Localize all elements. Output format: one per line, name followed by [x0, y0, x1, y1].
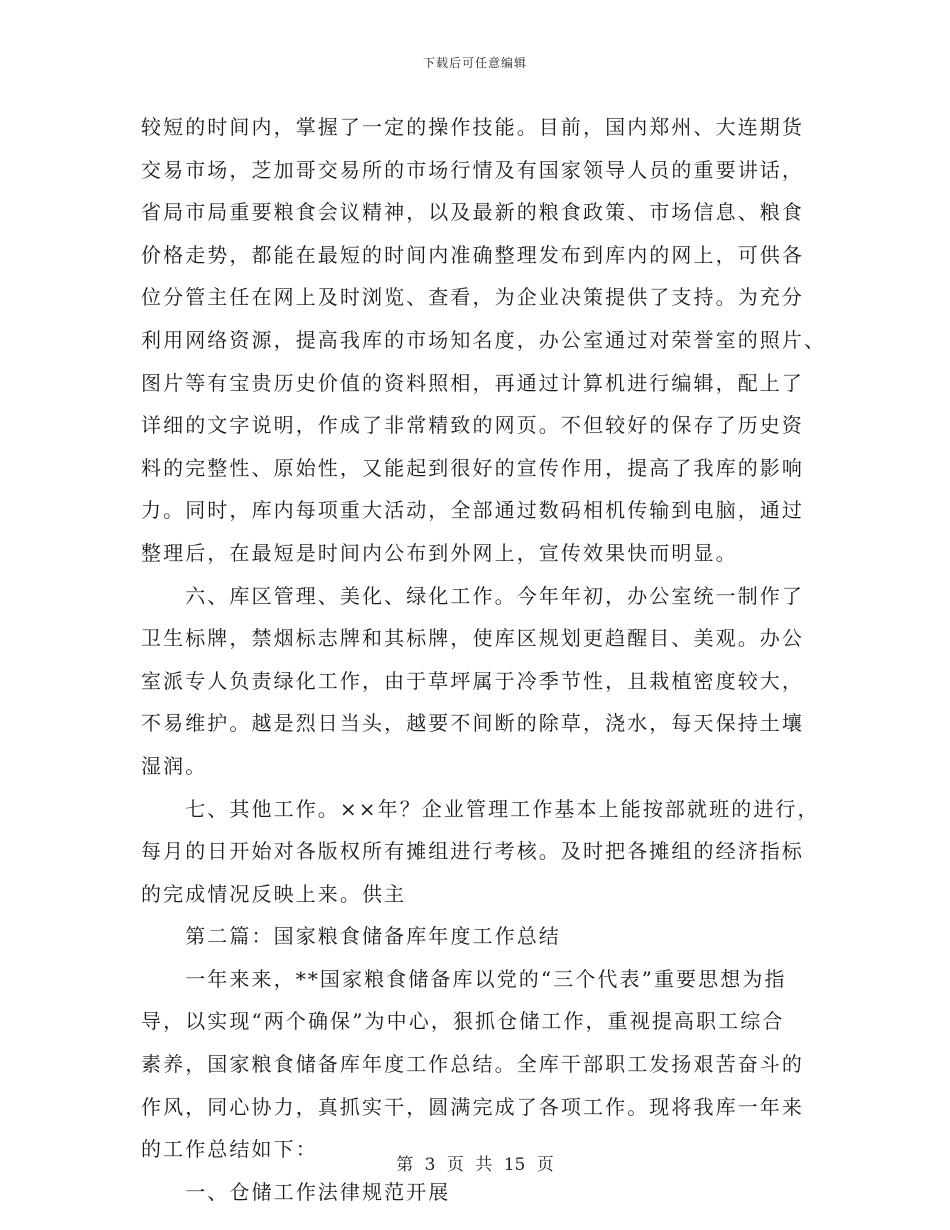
text-line: 图片等有宝贵历史价值的资料照相，再通过计算机进行编辑，配上了	[141, 370, 804, 395]
text-line: 一年来来，**国家粮食储备库以党的“三个代表”重要思想为指	[141, 966, 787, 991]
text-line: 导，以实现“两个确保”为中心，狠抓仓储工作，重视提高职工综合	[141, 1009, 785, 1034]
text-line: 省局市局重要粮食会议精神，以及最新的粮食政策、市场信息、粮食	[141, 200, 804, 225]
text-line: 详细的文字说明，作成了非常精致的网页。不但较好的保存了历史资	[141, 413, 804, 438]
text-line: 湿润。	[141, 753, 208, 778]
text-line: 素养，国家粮食储备库年度工作总结。全库干部职工发扬艰苦奋斗的	[141, 1052, 804, 1077]
page-number: 第 3 页 共 15 页	[396, 1155, 554, 1175]
text-line: 力。同时，库内每项重大活动，全部通过数码相机传输到电脑，通过	[141, 498, 804, 523]
text-line: 不易维护。越是烈日当头，越要不间断的除草，浇水，每天保持土壤	[141, 711, 804, 736]
text-line: 交易市场，芝加哥交易所的市场行情及有国家领导人员的重要讲话，	[141, 157, 804, 182]
chapter-heading: 第二篇：国家粮食储备库年度工作总结	[141, 924, 561, 949]
text-line: 卫生标牌，禁烟标志牌和其标牌，使库区规划更趋醒目、美观。办公	[141, 626, 804, 651]
text-line: 整理后，在最短是时间内公布到外网上，宣传效果快而明显。	[141, 540, 738, 565]
text-line: 的完成情况反映上来。供主	[141, 881, 407, 906]
text-line: 室派专人负责绿化工作，由于草坪属于冷季节性，且栽植密度较大，	[141, 668, 804, 693]
text-line: 利用网络资源，提高我库的市场知名度，办公室通过对荣誉室的照片、	[141, 327, 827, 352]
document-body	[141, 106, 827, 1213]
text-line: 价格走势，都能在最短的时间内准确整理发布到库内的网上，可供各	[141, 242, 804, 267]
section-heading: 一、仓储工作法律规范开展	[141, 1179, 451, 1204]
page-header: 下载后可任意编辑	[422, 56, 527, 70]
section-seven-line: 七、其他工作。××年？企业管理工作基本上能按部就班的进行，	[141, 796, 820, 821]
section-six-line: 六、库区管理、美化、绿化工作。今年年初，办公室统一制作了	[141, 583, 804, 608]
text-line: 的工作总结如下：	[141, 1137, 318, 1162]
text-line: 位分管主任在网上及时浏览、查看，为企业决策提供了支持。为充分	[141, 285, 804, 310]
text-line: 料的完整性、原始性，又能起到很好的宣传作用，提高了我库的影响	[141, 455, 804, 480]
text-line: 较短的时间内，掌握了一定的操作技能。目前，国内郑州、大连期货	[141, 115, 804, 139]
text-line: 每月的日开始对各版权所有摊组进行考核。及时把各摊组的经济指标	[141, 839, 804, 864]
text-line: 作风，同心协力，真抓实干，圆满完成了各项工作。现将我库一年来	[141, 1094, 804, 1119]
